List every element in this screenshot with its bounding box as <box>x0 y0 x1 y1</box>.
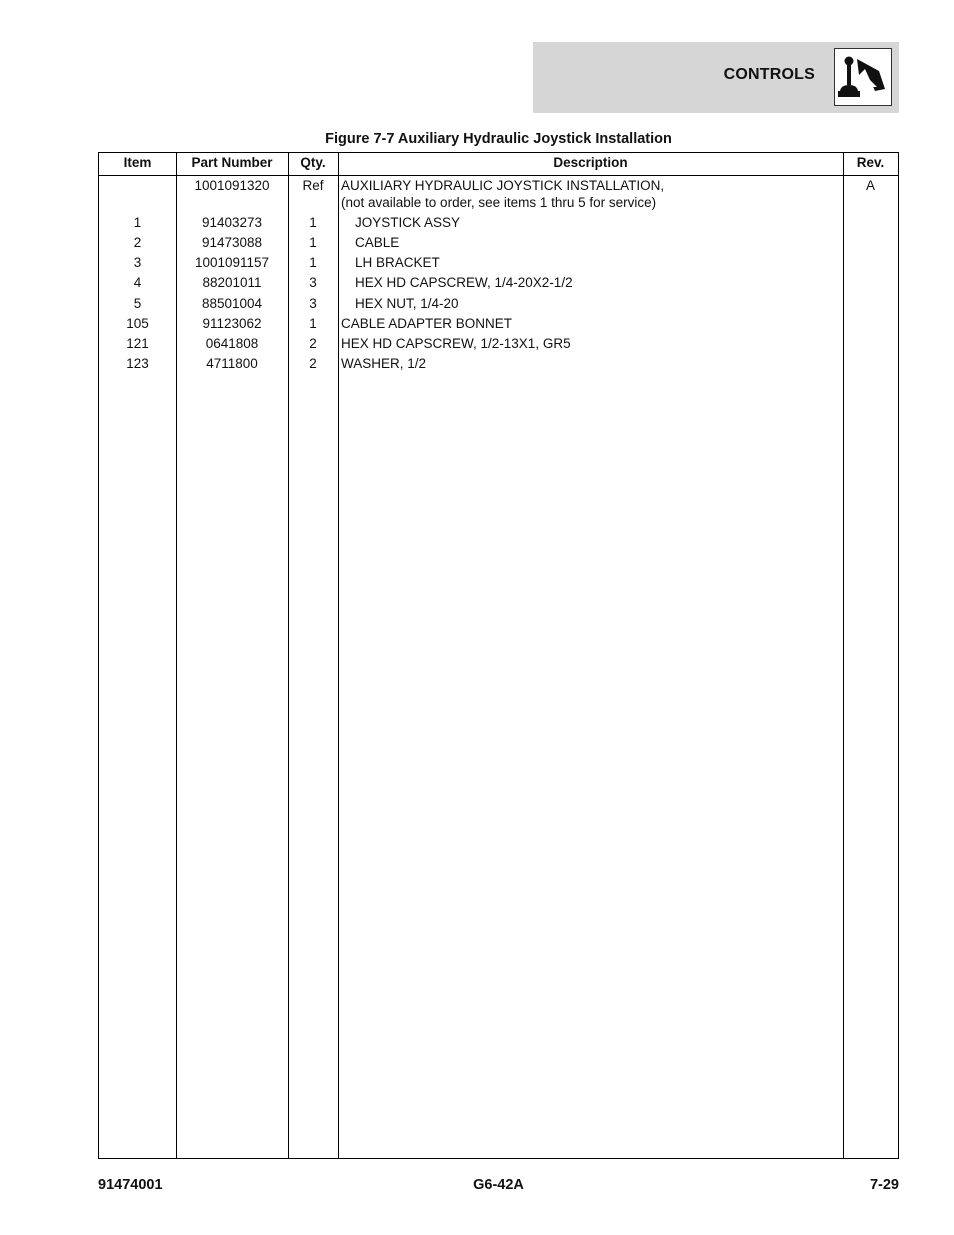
item-number: 2 <box>133 235 142 250</box>
description-line-2: (not available to order, see items 1 thru 5 for service) <box>341 195 657 210</box>
footer-model: G6-42A <box>473 1177 524 1193</box>
figure-title: Figure 7-7 Auxiliary Hydraulic Joystick Installation <box>325 131 672 147</box>
section-header <box>533 42 899 113</box>
quantity: 3 <box>309 296 317 311</box>
footer-doc-number: 91474001 <box>98 1177 163 1193</box>
part-number: 88201011 <box>202 275 262 290</box>
column-header-item: Item <box>123 155 152 170</box>
part-number: 91403273 <box>201 215 263 230</box>
item-number: 105 <box>126 316 149 331</box>
item-number: 121 <box>126 336 149 351</box>
quantity: 1 <box>309 255 317 270</box>
footer-page-number: 7-29 <box>869 1177 899 1193</box>
description: LH BRACKET <box>355 255 440 270</box>
part-number: 91473088 <box>201 235 263 250</box>
description: HEX HD CAPSCREW, 1/2-13X1, GR5 <box>341 336 571 351</box>
quantity: 3 <box>309 275 317 290</box>
table-row <box>99 335 898 355</box>
description: CABLE ADAPTER BONNET <box>341 316 513 331</box>
part-number: 0641808 <box>205 336 259 351</box>
part-number: 1001091157 <box>194 255 270 270</box>
quantity: 1 <box>309 235 317 250</box>
section-title: CONTROLS <box>723 66 815 83</box>
quantity: 1 <box>309 316 317 331</box>
table-row <box>99 254 898 274</box>
item-number: 4 <box>133 275 142 290</box>
description: HEX NUT, 1/4-20 <box>355 296 459 311</box>
item-number: 5 <box>133 296 142 311</box>
table-row <box>99 295 898 315</box>
column-header-rev: Rev. <box>856 155 885 170</box>
table-row <box>99 214 898 234</box>
table-row <box>99 355 898 375</box>
column-header-part-number: Part Number <box>191 155 273 170</box>
description: HEX HD CAPSCREW, 1/4-20X2-1/2 <box>355 275 573 290</box>
column-header-description: Description <box>553 155 628 170</box>
description: JOYSTICK ASSY <box>355 215 461 230</box>
description: CABLE <box>355 235 400 250</box>
table-row <box>99 234 898 254</box>
table-row <box>99 177 898 215</box>
description <box>341 177 841 211</box>
part-number: 1001091320 <box>194 178 270 193</box>
quantity: 1 <box>309 215 317 230</box>
table-row <box>99 274 898 294</box>
table-header <box>99 153 898 176</box>
revision: A <box>865 178 875 193</box>
parts-table <box>98 152 899 1159</box>
part-number: 4711800 <box>206 356 258 371</box>
item-number: 123 <box>126 356 149 371</box>
quantity: 2 <box>309 356 317 371</box>
column-header-qty: Qty. <box>300 155 326 170</box>
quantity: 2 <box>309 336 317 351</box>
part-number: 88501004 <box>201 296 263 311</box>
joystick-icon <box>834 48 892 106</box>
description-line-1: AUXILIARY HYDRAULIC JOYSTICK INSTALLATION, <box>341 178 665 193</box>
item-number: 1 <box>133 215 142 230</box>
part-number: 91123062 <box>202 316 262 331</box>
quantity: Ref <box>302 178 324 193</box>
table-row <box>99 315 898 335</box>
item-number: 3 <box>133 255 142 270</box>
description: WASHER, 1/2 <box>341 356 427 371</box>
